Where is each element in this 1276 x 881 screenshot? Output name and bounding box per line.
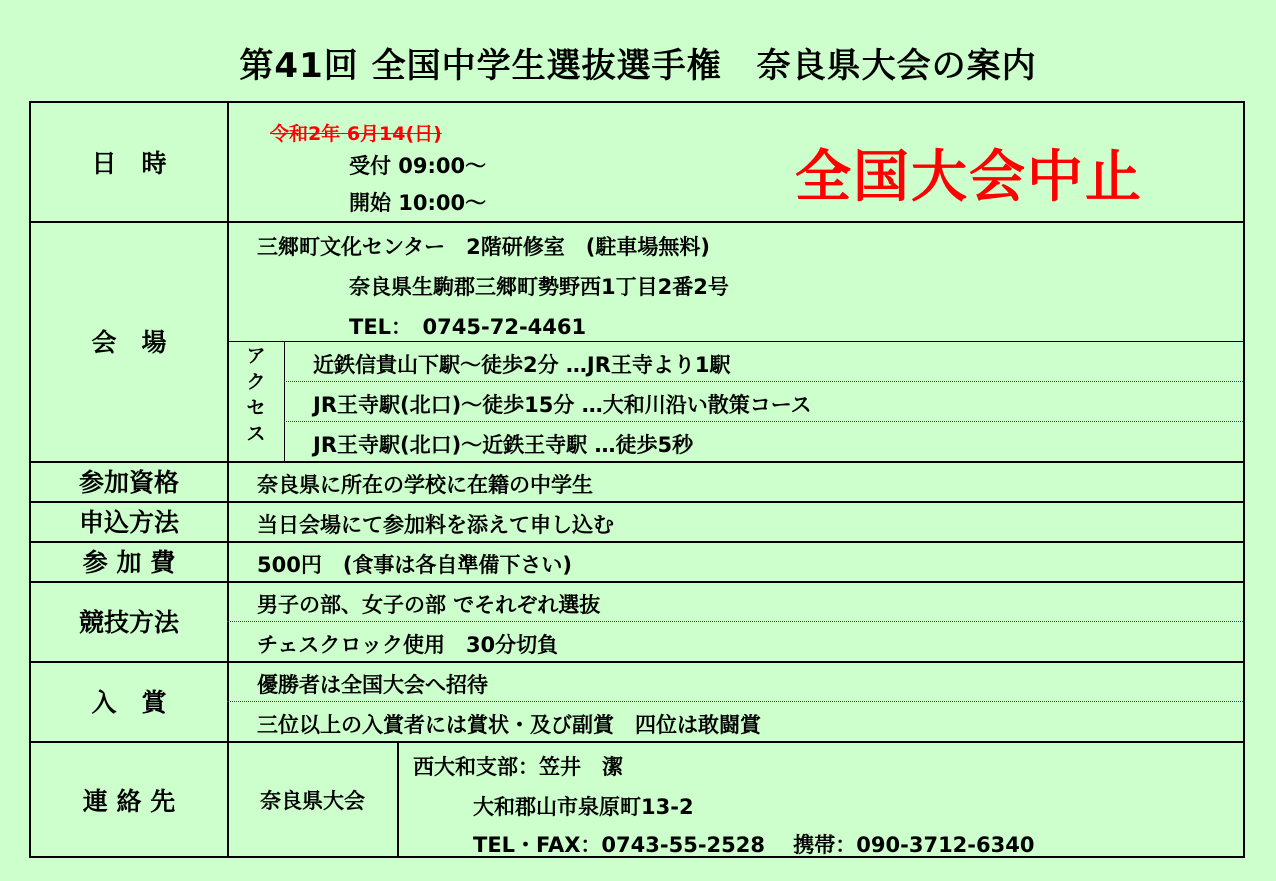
access-line-2: JR王寺駅(北口)～徒歩15分 …大和川沿い散策コース [313,393,812,417]
row-apply [31,501,1243,541]
row-contact [31,741,1243,858]
page-title: 第41回 全国中学生選抜選手権 奈良県大会の案内 [239,46,1037,86]
reception-time: 受付 09:00～ [349,154,487,178]
method-line-1: 男子の部、女子の部 でそれぞれ選抜 [257,593,601,617]
row-venue [31,221,1243,461]
venue-address: 奈良県生駒郡三郷町勢野西1丁目2番2号 [349,275,729,299]
row-prize [31,661,1243,741]
venue-tel: TEL： 0745-72-4461 [349,315,587,339]
row-fee [31,541,1243,581]
apply-label: 申込方法 [78,508,179,537]
apply-value: 当日会場にて参加料を添えて申し込む [257,513,614,537]
datetime-label: 日 時 [91,149,167,178]
row-datetime [31,103,1243,221]
venue-name: 三郷町文化センター 2階研修室 (駐車場無料) [257,235,710,259]
eligibility-value: 奈良県に所在の学校に在籍の中学生 [257,473,593,497]
prize-line-1: 優勝者は全国大会へ招待 [257,673,488,697]
eligibility-label: 参加資格 [78,468,179,497]
prize-label: 入 賞 [91,688,167,717]
method-label: 競技方法 [78,608,179,637]
date-struck: 令和2年 6月14(日) [270,123,442,145]
contact-label: 連 絡 先 [82,786,176,816]
contact-org: 奈良県大会 [260,788,365,813]
fee-value: 500円 (食事は各自準備下さい) [257,553,573,577]
row-method [31,581,1243,661]
prize-line-2: 三位以上の入賞者には賞状・及び副賞 四位は敢闘賞 [257,713,761,737]
start-time: 開始 10:00～ [349,191,487,215]
contact-address: 大和郡山市泉原町13-2 [473,795,694,819]
fee-label: 参 加 費 [82,548,176,577]
cancel-notice: 全国大会中止 [795,145,1143,210]
contact-branch: 西大和支部：笠井 潔 [413,755,623,779]
row-eligibility [31,461,1243,501]
access-label: ア ク セ ス [246,345,266,445]
contact-phone: TEL・FAX：0743-55-2528 携帯：090-3712-6340 [473,833,1035,857]
venue-label: 会 場 [91,328,167,357]
method-line-2: チェスクロック使用 30分切負 [257,633,559,657]
access-line-3: JR王寺駅(北口)～近鉄王寺駅 …徒歩5秒 [313,433,694,457]
access-line-1: 近鉄信貴山下駅～徒歩2分 …JR王寺より1駅 [313,353,731,377]
info-table [29,101,1245,858]
